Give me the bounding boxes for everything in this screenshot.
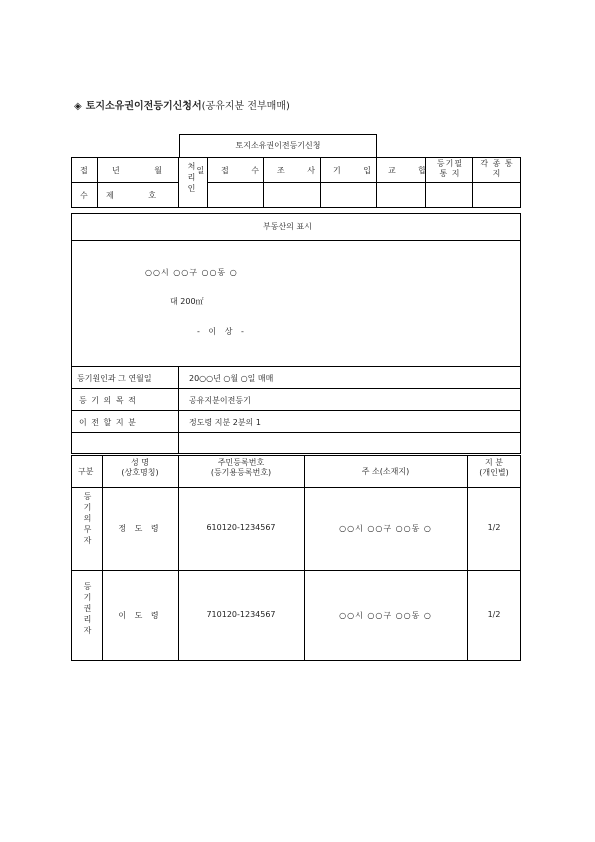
receipt-date-label: 년 월 일 <box>112 166 221 175</box>
party-row-name: 정 도 령 <box>118 524 162 533</box>
party-row-role: 등기권리자 <box>83 582 92 637</box>
col-entry: 기 입 <box>333 166 381 175</box>
property-section <box>71 213 521 367</box>
col-various-notice: 각 종 통 지 <box>480 159 514 178</box>
party-row-share: 1/2 <box>487 610 501 619</box>
header-caption: 토지소유권이전등기신청 <box>179 134 377 158</box>
col-completion-notice: 등기필 통 지 <box>436 159 464 178</box>
diamond-bullet-icon: ◈ <box>74 101 82 112</box>
property-end-mark: - 이 상 - <box>197 327 247 336</box>
title-sub: (공유지분 전부매매) <box>201 101 290 112</box>
receipt-label-2: 수 <box>80 191 88 200</box>
processor-label: 처리인 <box>187 162 196 195</box>
party-header-name: 성 명 (상호명칭) <box>121 458 159 478</box>
party-header-share: 지 분 (개인별) <box>479 458 509 478</box>
property-section-title: 부동산의 표시 <box>263 222 312 231</box>
info-label-purpose: 등 기 의 목 적 <box>79 396 137 405</box>
info-value-cause: 20○○년 ○월 ○일 매매 <box>189 374 274 383</box>
info-value-purpose: 공유지분이전등기 <box>189 396 251 405</box>
party-row-address: ○○시 ○○구 ○○동 ○ <box>339 524 432 533</box>
receipt-label-1: 접 <box>80 166 88 175</box>
col-survey: 조 사 <box>277 166 325 175</box>
party-row-share: 1/2 <box>487 523 501 532</box>
party-header-id: 주민등록번호 (등기용등록번호) <box>210 458 272 478</box>
party-row-id: 710120-1234567 <box>206 610 276 619</box>
party-row-role: 등기의무자 <box>83 492 92 547</box>
party-row-name: 이 도 령 <box>118 611 162 620</box>
party-header-address: 주 소(소재지) <box>361 467 410 476</box>
party-row-address: ○○시 ○○구 ○○동 ○ <box>339 611 432 620</box>
info-label-share: 이 전 할 지 분 <box>79 418 137 427</box>
property-area: 대 200㎡ <box>170 297 204 306</box>
party-table <box>71 455 521 661</box>
info-label-cause: 등기원인과 그 연월일 <box>77 374 152 383</box>
party-row-id: 610120-1234567 <box>206 523 276 532</box>
col-receipt: 접 수 <box>221 166 269 175</box>
document-title <box>74 97 290 112</box>
property-address: ○○시 ○○구 ○○동 ○ <box>145 268 238 277</box>
info-value-share: 정도령 지분 2분의 1 <box>189 418 261 427</box>
col-collate: 교 합 <box>388 166 436 175</box>
party-header-type: 구분 <box>78 467 94 476</box>
title-main: 토지소유권이전등기신청서 <box>85 101 202 112</box>
receipt-number-label: 제 호 <box>106 191 172 200</box>
